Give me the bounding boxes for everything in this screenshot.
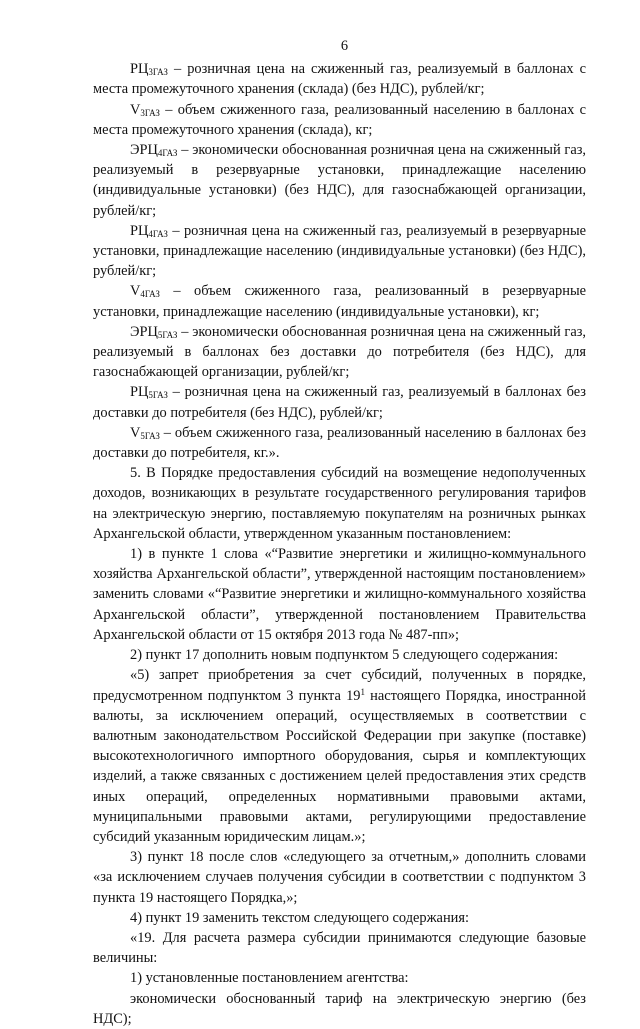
quoted-item-19-subitem-1: 1) установленные постановлением агентства: <box>130 970 409 987</box>
definition-subscript: 4ГАЗ <box>157 148 178 159</box>
subitem-1: 1) в пункте 1 слова «“Развитие энергетики и жилищно-коммунального хозяйства Архангельской области”, утвержденной настоящим постановлением» заменить словами «“Развитие энергетики и жилищно-коммунального хозяйства Архангельской области”, утвержденной постановлением Правительства Архангельской области от 15 октября 2013 года № 487-пп»; <box>93 546 586 643</box>
quoted-subitem-5 <box>93 665 586 847</box>
definition-symbol: V <box>130 424 141 441</box>
subitem-3: 3) пункт 18 после слов «следующего за отчетным,» дополнить словами «за исключением случаев получения субсидии в соответствии с подпунктом 3 пункта 19 настоящего Порядка,»; <box>93 849 586 906</box>
definition-symbol: V <box>130 283 141 300</box>
definition-symbol: РЦ <box>130 222 149 239</box>
superscript-19-1: 1 <box>360 686 365 697</box>
definition-text: – экономически обоснованная розничная цена на сжиженный газ, реализуемый в баллонах без доставки до потребителя (без НДС), для газоснабжающей организации, рублей/кг; <box>93 323 586 381</box>
definition-item <box>93 140 586 221</box>
definition-symbol: ЭРЦ <box>130 142 158 159</box>
definition-text: – розничная цена на сжиженный газ, реализуемый в баллонах без доставки до потребителя (без НДС), рублей/кг; <box>93 384 586 421</box>
definition-text: – объем сжиженного газа, реализованный населению в баллонах без доставки до потребителя, кг.». <box>93 424 586 462</box>
definition-text: – объем сжиженного газа, реализованный в резервуарные установки, принадлежащие населению (индивидуальные установки), кг; <box>93 283 586 320</box>
definition-text: – объем сжиженного газа, реализованный населению в баллонах с места промежуточного хранения (склада), кг; <box>93 101 586 138</box>
definition-text: – экономически обоснованная розничная цена на сжиженный газ, реализуемый в резервуарные установки, принадлежащие населению (индивидуальные установки) (без НДС), для газоснабжающей организации, рублей/кг; <box>93 142 586 219</box>
definition-item <box>93 322 586 383</box>
definitions-list <box>93 59 586 463</box>
quoted-item-19-subitem-1-text: экономически обоснованный тариф на электрическую энергию (без НДС); <box>93 990 586 1027</box>
paragraph-item-5: 5. В Порядке предоставления субсидий на возмещение недополученных доходов, возникающих в результате государственного регулирования тарифов на электрическую энергию, поставляемую покупателям на розничных рынках Архангельской области, утвержденном указанным постановлением: <box>93 465 586 542</box>
definition-item <box>93 59 586 99</box>
definition-subscript: 4ГАЗ <box>140 289 160 300</box>
definition-item <box>93 281 586 321</box>
definition-item <box>93 423 586 463</box>
quoted-subitem-5-end: настоящего Порядка, иностранной валюты, за исключением операций, осуществляемых в соответствии с валютным законодательством Российской Федерации при закупке (поставке) высокотехнологичного импортного оборудования, сырья и комплектующих изделий, а также связанных с достижением целей предоставления этих средств иных операций, определенных нормативными правовыми актами, муниципальными правовыми актами, регулирующими предоставление субсидий указанным юридическим лицам.»; <box>93 687 586 845</box>
quoted-subitem-5-start: «5) запрет приобретения за счет субсидий, полученных в порядке, предусмотренном подпунктом 3 пункта 19 <box>93 667 586 704</box>
definition-item <box>93 221 586 282</box>
definition-subscript: 5ГАЗ <box>157 329 178 340</box>
definition-subscript: 3ГАЗ <box>148 67 168 78</box>
definition-symbol: ЭРЦ <box>130 323 158 340</box>
definition-subscript: 3ГАЗ <box>140 107 160 118</box>
definition-symbol: V <box>130 101 141 118</box>
definition-item <box>93 382 586 422</box>
definition-text: – розничная цена на сжиженный газ, реализуемый в резервуарные установки, принадлежащие населению (индивидуальные установки) (без НДС), рублей/кг; <box>93 222 586 280</box>
definition-item <box>93 100 586 140</box>
quoted-item-19: «19. Для расчета размера субсидии принимаются следующие базовые величины: <box>93 929 586 967</box>
subitem-4: 4) пункт 19 заменить текстом следующего содержания: <box>130 909 469 926</box>
page-number: 6 <box>340 38 349 54</box>
definition-symbol: РЦ <box>130 61 149 78</box>
definition-text: – розничная цена на сжиженный газ, реализуемый в баллонах с места промежуточного хранения (склада) (без НДС), рублей/кг; <box>93 61 586 98</box>
definition-subscript: 5ГАЗ <box>148 390 168 401</box>
definition-symbol: РЦ <box>130 384 149 401</box>
subitem-2: 2) пункт 17 дополнить новым подпунктом 5 следующего содержания: <box>130 647 559 664</box>
definition-subscript: 5ГАЗ <box>140 430 160 441</box>
definition-subscript: 4ГАЗ <box>148 228 168 239</box>
